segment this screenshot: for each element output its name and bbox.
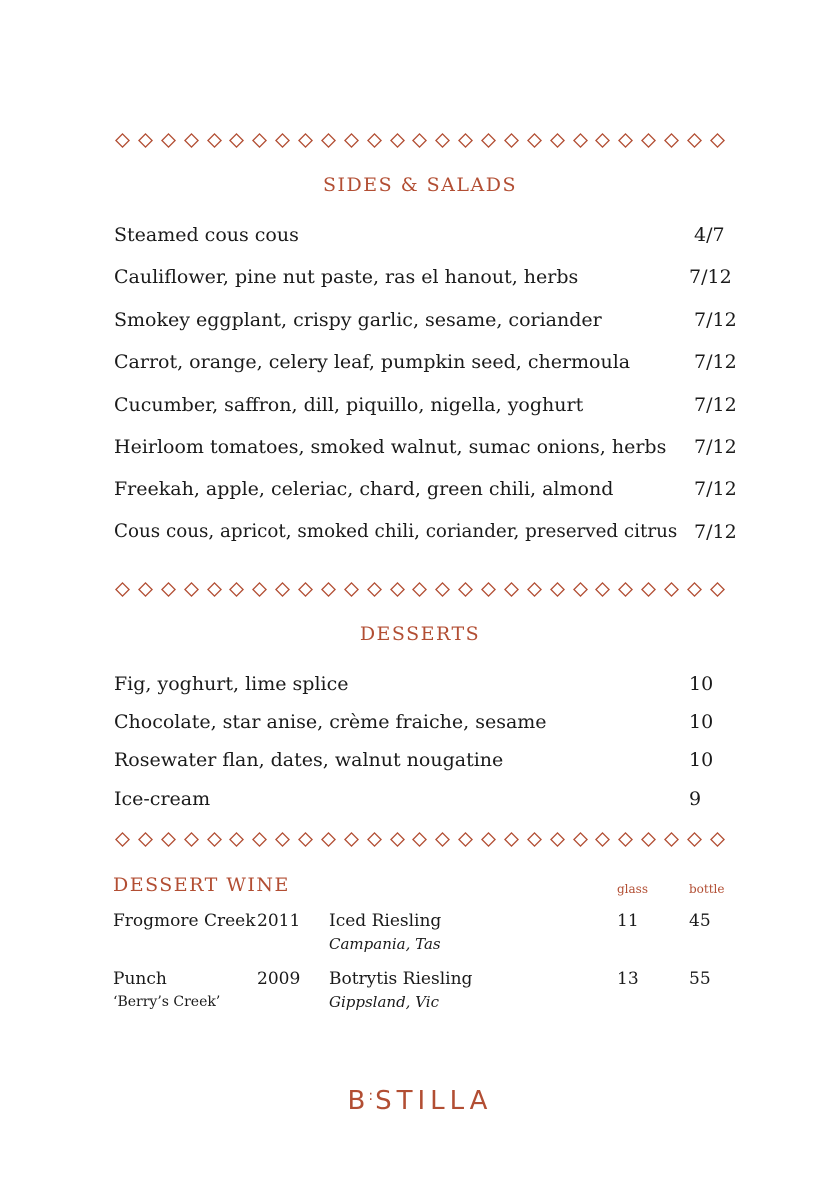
diamond-outline-icon <box>435 133 450 148</box>
wine-glass-price: 13 <box>617 969 639 989</box>
diamond-outline-icon <box>595 832 610 847</box>
item-name: Chocolate, star anise, crème fraiche, sesame <box>114 711 547 733</box>
diamond-outline-icon <box>115 133 130 148</box>
diamond-outline-icon <box>184 582 199 597</box>
item-price: 7/12 <box>694 521 737 543</box>
item-price: 7/12 <box>694 351 737 373</box>
diamond-outline-icon <box>435 582 450 597</box>
diamond-outline-icon <box>161 582 176 597</box>
diamond-outline-icon <box>641 832 656 847</box>
diamond-outline-icon <box>573 133 588 148</box>
diamond-outline-icon <box>458 832 473 847</box>
item-price: 7/12 <box>694 436 737 458</box>
diamond-outline-icon <box>481 133 496 148</box>
diamond-outline-icon <box>184 832 199 847</box>
diamond-outline-icon <box>687 832 702 847</box>
diamond-outline-icon <box>412 832 427 847</box>
diamond-outline-icon <box>481 582 496 597</box>
column-header-bottle: bottle <box>689 882 725 896</box>
diamond-outline-icon <box>504 582 519 597</box>
column-header-glass: glass <box>617 882 648 896</box>
diamond-outline-icon <box>687 133 702 148</box>
wine-producer-note: ‘Berry’s Creek’ <box>113 994 221 1010</box>
item-name: Steamed cous cous <box>114 224 299 246</box>
item-price: 10 <box>689 749 714 771</box>
diamond-outline-icon <box>573 832 588 847</box>
diamond-outline-icon <box>275 582 290 597</box>
diamond-outline-icon <box>321 582 336 597</box>
diamond-outline-icon <box>550 582 565 597</box>
diamond-divider <box>115 131 725 149</box>
diamond-outline-icon <box>344 832 359 847</box>
diamond-outline-icon <box>252 832 267 847</box>
wine-region: Campania, Tas <box>329 935 441 953</box>
diamond-outline-icon <box>390 133 405 148</box>
diamond-outline-icon <box>504 133 519 148</box>
diamond-outline-icon <box>664 582 679 597</box>
diamond-outline-icon <box>664 133 679 148</box>
diamond-outline-icon <box>550 133 565 148</box>
section-title-desserts: DESSERTS <box>359 623 481 645</box>
bstilla-logo <box>0 1086 840 1116</box>
diamond-outline-icon <box>207 133 222 148</box>
diamond-outline-icon <box>115 832 130 847</box>
diamond-outline-icon <box>207 832 222 847</box>
diamond-outline-icon <box>641 133 656 148</box>
wine-variety: Botrytis Riesling <box>329 969 473 989</box>
wine-glass-price: 11 <box>617 911 639 931</box>
item-price: 7/12 <box>694 309 737 331</box>
wine-bottle-price: 45 <box>689 911 711 931</box>
diamond-outline-icon <box>344 582 359 597</box>
diamond-outline-icon <box>252 133 267 148</box>
diamond-outline-icon <box>595 133 610 148</box>
item-price: 9 <box>689 788 702 810</box>
item-name: Cucumber, saffron, dill, piquillo, nigella, yoghurt <box>114 394 584 416</box>
diamond-outline-icon <box>161 832 176 847</box>
wine-variety: Iced Riesling <box>329 911 442 931</box>
diamond-outline-icon <box>229 582 244 597</box>
diamond-outline-icon <box>458 582 473 597</box>
item-name: Smokey eggplant, crispy garlic, sesame, coriander <box>114 309 602 331</box>
diamond-outline-icon <box>710 133 725 148</box>
item-name: Rosewater flan, dates, walnut nougatine <box>114 749 504 771</box>
diamond-outline-icon <box>710 582 725 597</box>
diamond-outline-icon <box>321 832 336 847</box>
diamond-outline-icon <box>573 582 588 597</box>
diamond-outline-icon <box>435 832 450 847</box>
wine-region: Gippsland, Vic <box>329 993 439 1011</box>
diamond-outline-icon <box>298 832 313 847</box>
item-name: Freekah, apple, celeriac, chard, green chili, almond <box>114 478 614 500</box>
wine-vintage: 2011 <box>257 911 301 931</box>
diamond-outline-icon <box>298 582 313 597</box>
diamond-outline-icon <box>618 832 633 847</box>
diamond-outline-icon <box>367 133 382 148</box>
item-name: Carrot, orange, celery leaf, pumpkin seed, chermoula <box>114 351 631 373</box>
diamond-outline-icon <box>275 832 290 847</box>
logo-text: STILLA <box>375 1086 493 1116</box>
diamond-outline-icon <box>412 582 427 597</box>
diamond-outline-icon <box>618 133 633 148</box>
diamond-outline-icon <box>527 832 542 847</box>
diamond-outline-icon <box>184 133 199 148</box>
diamond-outline-icon <box>207 582 222 597</box>
diamond-outline-icon <box>595 582 610 597</box>
item-price: 7/12 <box>694 394 737 416</box>
wine-vintage: 2009 <box>257 969 301 989</box>
diamond-outline-icon <box>367 582 382 597</box>
item-name: Ice-cream <box>114 788 211 810</box>
diamond-outline-icon <box>275 133 290 148</box>
diamond-outline-icon <box>641 582 656 597</box>
section-title-sides: SIDES & SALADS <box>323 174 517 196</box>
item-name: Cauliflower, pine nut paste, ras el hanout, herbs <box>114 266 579 288</box>
diamond-outline-icon <box>504 832 519 847</box>
diamond-outline-icon <box>390 832 405 847</box>
logo-colon: : <box>368 1088 376 1104</box>
diamond-outline-icon <box>390 582 405 597</box>
diamond-outline-icon <box>138 582 153 597</box>
diamond-outline-icon <box>527 582 542 597</box>
diamond-outline-icon <box>687 582 702 597</box>
logo-text: B <box>347 1086 371 1116</box>
diamond-outline-icon <box>161 133 176 148</box>
diamond-outline-icon <box>412 133 427 148</box>
diamond-outline-icon <box>321 133 336 148</box>
diamond-divider <box>115 580 725 598</box>
diamond-outline-icon <box>550 832 565 847</box>
diamond-outline-icon <box>527 133 542 148</box>
item-price: 10 <box>689 711 714 733</box>
diamond-outline-icon <box>229 832 244 847</box>
diamond-divider <box>115 830 725 848</box>
diamond-outline-icon <box>481 832 496 847</box>
wine-producer: Punch <box>113 969 167 989</box>
diamond-outline-icon <box>138 832 153 847</box>
item-price: 7/12 <box>689 266 732 288</box>
section-title-dessert-wine: DESSERT WINE <box>113 874 290 896</box>
diamond-outline-icon <box>367 832 382 847</box>
item-name: Fig, yoghurt, lime splice <box>114 673 349 695</box>
diamond-outline-icon <box>298 133 313 148</box>
diamond-outline-icon <box>618 582 633 597</box>
diamond-outline-icon <box>664 832 679 847</box>
item-price: 10 <box>689 673 714 695</box>
wine-bottle-price: 55 <box>689 969 711 989</box>
diamond-outline-icon <box>138 133 153 148</box>
diamond-outline-icon <box>710 832 725 847</box>
item-price: 4/7 <box>694 224 725 246</box>
diamond-outline-icon <box>115 582 130 597</box>
item-price: 7/12 <box>694 478 737 500</box>
item-name: Heirloom tomatoes, smoked walnut, sumac onions, herbs <box>114 436 667 458</box>
diamond-outline-icon <box>252 582 267 597</box>
diamond-outline-icon <box>229 133 244 148</box>
item-name: Cous cous, apricot, smoked chili, coriander, preserved citrus <box>114 521 678 542</box>
diamond-outline-icon <box>344 133 359 148</box>
diamond-outline-icon <box>458 133 473 148</box>
wine-producer: Frogmore Creek <box>113 911 256 931</box>
